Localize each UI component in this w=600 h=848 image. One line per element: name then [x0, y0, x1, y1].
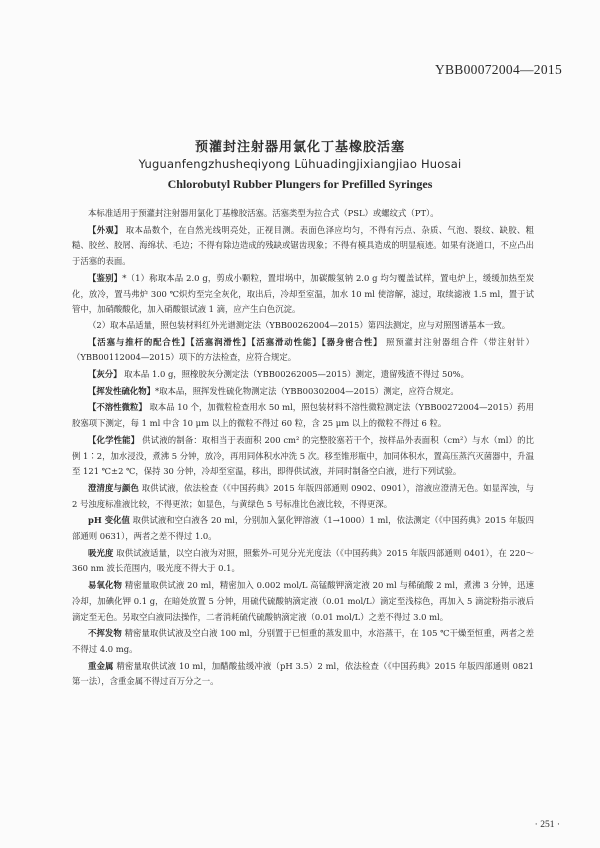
paragraph-appearance: 【外观】 取本品数个，在自然光线明亮处，正视目测。表面色泽应均匀，不得有污点、杂质、气泡、裂纹、缺胶、粗糙、胶丝、胶屑、海绵状、毛边；不得有除边造成的残缺或锯齿现象；不得有模具造成的明显痕迹。如果有浇道口，不应凸出于活塞的表面。	[72, 224, 535, 267]
paragraph-clarity: 澄清度与颜色 取供试液，依法检查（《中国药典》2015 年版四部通则 0902、0901），溶液应澄清无色。如显浑浊，与 2 号浊度标准液比较，不得更浓；如显色，与黄绿色 5 号标准比色液比较，不得更深。	[72, 482, 534, 509]
section-heading: 不挥发物	[88, 628, 122, 639]
paragraph-identification-2: （2）取本品适量，照包装材料红外光谱测定法（YBB00262004—2015）第四法测定，应与对照图谱基本一致。	[88, 319, 511, 330]
paragraph-chemical: 【化学性能】 供试液的制备：取相当于表面积 200 cm² 的完整胶塞若干个，按样品外表面积（cm²）与水（ml）的比例 1∶2，加水浸没，煮沸 5 分钟，放冷，再用同体积水冲洗 5 次。移至锥形瓶中，加同体积水，置高压蒸汽灭菌器中，升温至 121 ℃±2 ℃，保持 30 分钟，冷却至室温，移出，即得供试液，并同时制备空白液，进行下列试验。	[72, 434, 534, 477]
paragraph-absorbance: 吸光度 取供试液适量，以空白液为对照，照紫外-可见分光光度法（《中国药典》2015 年版四部通则 0401），在 220～360 nm 波长范围内，吸光度不得大于 0.1。	[72, 547, 535, 574]
paragraph-volatile-sulfide: 【挥发性硫化物】*取本品，照挥发性硫化物测定法（YBB00302004—2015）测定，应符合规定。	[88, 385, 459, 396]
paragraph-nonvolatile: 不挥发物 精密量取供试液及空白液 100 ml，分别置于已恒重的蒸发皿中，水浴蒸干，在 105 ℃干燥至恒重，两者之差不得过 4.0 mg。	[72, 628, 535, 654]
paragraph-fit-tests: 【活塞与推杆的配合性】【活塞润滑性】【活塞滑动性能】【器身密合性】 照预灌封注射器组合件（带注射针）（YBB00112004—2015）项下的方法检查，应符合规定。	[72, 336, 534, 363]
paragraph-identification: 【鉴别】*（1）称取本品 2.0 g，剪成小颗粒，置坩埚中，加碳酸氢钠 2.0 g 均匀覆盖试样，置电炉上，缓缓加热至炭化，放冷，置马弗炉 300 ℃炽灼至完全灰化，取出后，冷却至室温，加水 10 ml 使溶解，滤过，取续滤液 1.5 ml，置于试管中，加硝酸酸化，加入硝酸银试液 1 滴，应产生白色沉淀。	[72, 272, 534, 315]
section-heading: 易氧化物	[88, 580, 123, 591]
section-heading: 【活塞与推杆的配合性】【活塞润滑性】【活塞滑动性能】【器身密合性】	[88, 336, 383, 347]
paragraph-scope: 本标准适用于预灌封注射器用氯化丁基橡胶活塞。活塞类型为拉合式（PSL）或螺纹式（PT）。	[88, 208, 439, 218]
page-number: · 251 ·	[534, 820, 560, 830]
paragraph-oxidizable: 易氧化物 精密量取供试液 20 ml，精密加入 0.002 mol/L 高锰酸钾滴定液 20 ml 与稀硫酸 2 ml，煮沸 3 分钟，迅速冷却，加碘化钾 0.1 g，在暗处放置 5 分钟，用硫代硫酸钠滴定液（0.01 mol/L）滴定至浅棕色，再加入 5 滴淀粉指示液后滴定至无色。另取空白液同法操作，二者消耗硫代硫酸钠滴定液（0.01 mol/L）之差不得过 3.0 ml。	[72, 580, 535, 622]
section-heading: 【不溶性微粒】	[88, 402, 147, 413]
title-chinese: 预灌封注射器用氯化丁基橡胶活塞	[194, 140, 405, 155]
standard-code: YBB00072004—2015	[434, 62, 562, 77]
section-heading: 吸光度	[88, 547, 114, 558]
section-heading: 【化学性能】	[88, 434, 140, 445]
section-heading: 澄清度与颜色	[88, 482, 139, 493]
title-pinyin: Yuguanfengzhusheqiyong Lühuadingjixiangjiao Huosai	[138, 157, 462, 171]
section-heading: 【挥发性硫化物】	[88, 385, 155, 396]
paragraph-ph: pH 变化值 取供试液和空白液各 20 ml，分别加入氯化钾溶液（1→1000）1 ml，依法测定（《中国药典》2015 年版四部通则 0631），两者之差不得过 1.0。	[72, 515, 535, 542]
paragraph-particulates: 【不溶性微粒】 取本品 10 个，加微粒检查用水 50 ml，照包装材料不溶性微粒测定法（YBB00272004—2015）药用胶塞项下测定，每 1 ml 中含 10 μm 以上的微粒不得过 60 粒，含 25 μm 以上的微粒不得过 6 粒。	[72, 402, 535, 429]
section-heading: pH 变化值	[88, 515, 130, 526]
document-body	[72, 206, 534, 690]
title-english: Chlorobutyl Rubber Plungers for Prefilled Syringes	[167, 177, 433, 191]
section-heading: 重金属	[88, 660, 114, 671]
paragraph-heavy-metals: 重金属 精密量取供试液 10 ml，加醋酸盐缓冲液（pH 3.5）2 ml，依法检查（《中国药典》2015 年版四部通则 0821 第一法），含重金属不得过百万分之一。	[72, 660, 534, 687]
section-heading: 【外观】	[88, 224, 123, 235]
paragraph-ash: 【灰分】 取本品 1.0 g，照橡胶灰分测定法（YBB00262005—2015）测定，遗留残渣不得过 50%。	[88, 369, 469, 380]
section-heading: 【灰分】	[88, 369, 122, 380]
section-heading: 【鉴别】	[88, 272, 123, 283]
